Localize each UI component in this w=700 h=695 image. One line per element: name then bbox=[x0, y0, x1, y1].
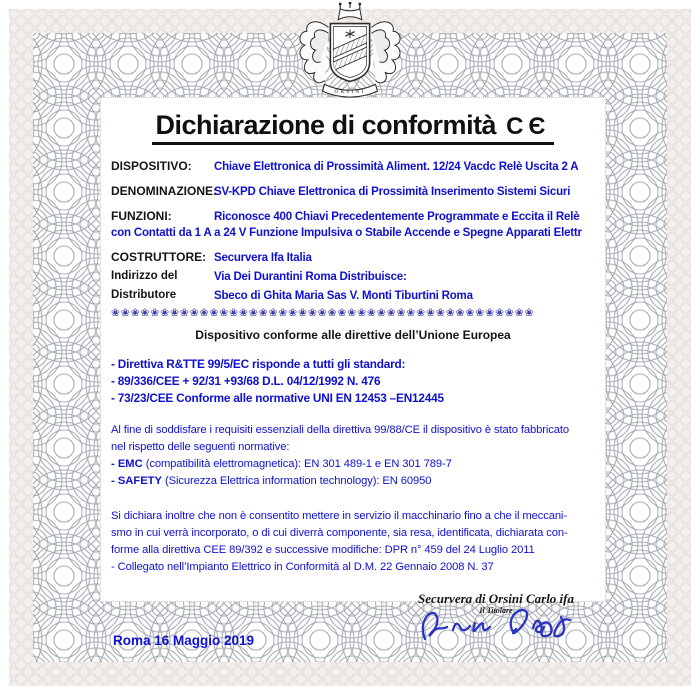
normative-emc-line bbox=[111, 456, 595, 473]
ce-mark-logo: CЄ bbox=[506, 113, 551, 140]
footer-block bbox=[111, 591, 595, 677]
page-title: Dichiarazione di conformità bbox=[155, 110, 497, 140]
field-value: Riconosce 400 Chiavi Precedentemente Programmate e Eccita il Relè bbox=[214, 211, 580, 223]
certificate-sheet bbox=[100, 97, 606, 648]
field-label: Indirizzo del bbox=[111, 270, 178, 282]
field-funzioni-continuation: con Contatti da 1 A a 24 V Funzione Impulsiva o Stabile Accende e Spegne Apparati Elettr bbox=[111, 227, 582, 239]
safety-label: - SAFETY bbox=[111, 475, 162, 487]
crest-banner-text: ORSINI bbox=[334, 89, 366, 96]
declaration-paragraph bbox=[111, 508, 595, 576]
declaration-line: forme alla direttiva CEE 89/392 e successive modifiche: DPR n° 459 del 24 Luglio 2011 bbox=[111, 544, 535, 556]
emc-text: (compatibilità elettromagnetica): EN 301 489-1 e EN 301 789-7 bbox=[142, 458, 452, 470]
normative-intro-line: nel rispetto delle seguenti normative: bbox=[111, 441, 290, 453]
field-value: SV-KPD Chiave Elettronica di Prossimità Inserimento Sistemi Sicuri bbox=[214, 186, 571, 198]
field-funzioni bbox=[111, 208, 595, 225]
field-label: FUNZIONI: bbox=[111, 209, 172, 223]
declaration-line: smo in cui verrà incorporato, o di cui diverrà componente, sia resa, identificata, dichiarata con- bbox=[111, 527, 568, 539]
emc-label: - EMC bbox=[111, 458, 143, 470]
normative-intro-line: Al fine di soddisfare i requisiti essenziali della direttiva 99/88/CE il dispositivo è stato fabbricato bbox=[111, 424, 569, 436]
field-value: Sbeco di Ghita Maria Sas V. Monti Tiburtini Roma bbox=[214, 290, 473, 302]
directive-item: - Direttiva R&TTE 99/5/EC risponde a tutti gli standard: bbox=[111, 357, 406, 371]
field-indirizzo bbox=[111, 268, 595, 285]
field-costruttore bbox=[111, 249, 595, 266]
normative-safety-line bbox=[111, 473, 595, 490]
star-separator: ❀❀❀❀❀❀❀❀❀❀❀❀❀❀❀❀❀❀❀❀❀❀❀❀❀❀❀❀❀❀❀❀❀❀❀❀❀❀❀❀❀❀❀ bbox=[111, 307, 535, 319]
title-block bbox=[111, 110, 595, 145]
directive-item: - 73/23/CEE Conforme alle normative UNI EN 12453 –EN12445 bbox=[111, 391, 444, 405]
field-denominazione bbox=[111, 183, 595, 200]
handwritten-signature bbox=[409, 599, 589, 651]
field-label: DISPOSITIVO: bbox=[111, 159, 192, 173]
field-label: DENOMINAZIONE: bbox=[111, 184, 217, 198]
field-label: Distributore bbox=[111, 289, 177, 301]
field-dispositivo bbox=[111, 158, 595, 175]
declaration-line: Si dichiara inoltre che non è consentito mettere in servizio il macchinario fino a che il meccani- bbox=[111, 510, 567, 522]
heraldic-crest bbox=[291, 2, 409, 104]
field-label: COSTRUTTORE: bbox=[111, 250, 207, 264]
date-place: Roma 16 Maggio 2019 bbox=[113, 633, 255, 648]
field-value: Chiave Elettronica di Prossimità Aliment. 12/24 Vacdc Relè Uscita 2 A bbox=[214, 161, 579, 173]
signatory-company: Securvera di Orsini Carlo ifa bbox=[417, 591, 574, 606]
conformity-heading: Dispositivo conforme alle direttive dell’Unione Europea bbox=[195, 328, 511, 342]
field-distributore bbox=[111, 287, 595, 304]
normative-paragraph bbox=[111, 422, 595, 490]
declaration-line: - Collegato nell’Impianto Elettrico in Conformità al D.M. 22 Gennaio 2008 N. 37 bbox=[111, 561, 494, 573]
directives-list bbox=[111, 356, 595, 407]
field-value: Via Dei Durantini Roma Distribuisce: bbox=[214, 271, 407, 283]
signatory-role: Il Titolare bbox=[479, 606, 513, 615]
safety-text: (Sicurezza Elettrica information technology): EN 60950 bbox=[161, 475, 432, 487]
field-value: Securvera Ifa Italia bbox=[214, 252, 312, 264]
directive-item: - 89/336/CEE + 92/31 +93/68 D.L. 04/12/1992 N. 476 bbox=[111, 374, 381, 388]
